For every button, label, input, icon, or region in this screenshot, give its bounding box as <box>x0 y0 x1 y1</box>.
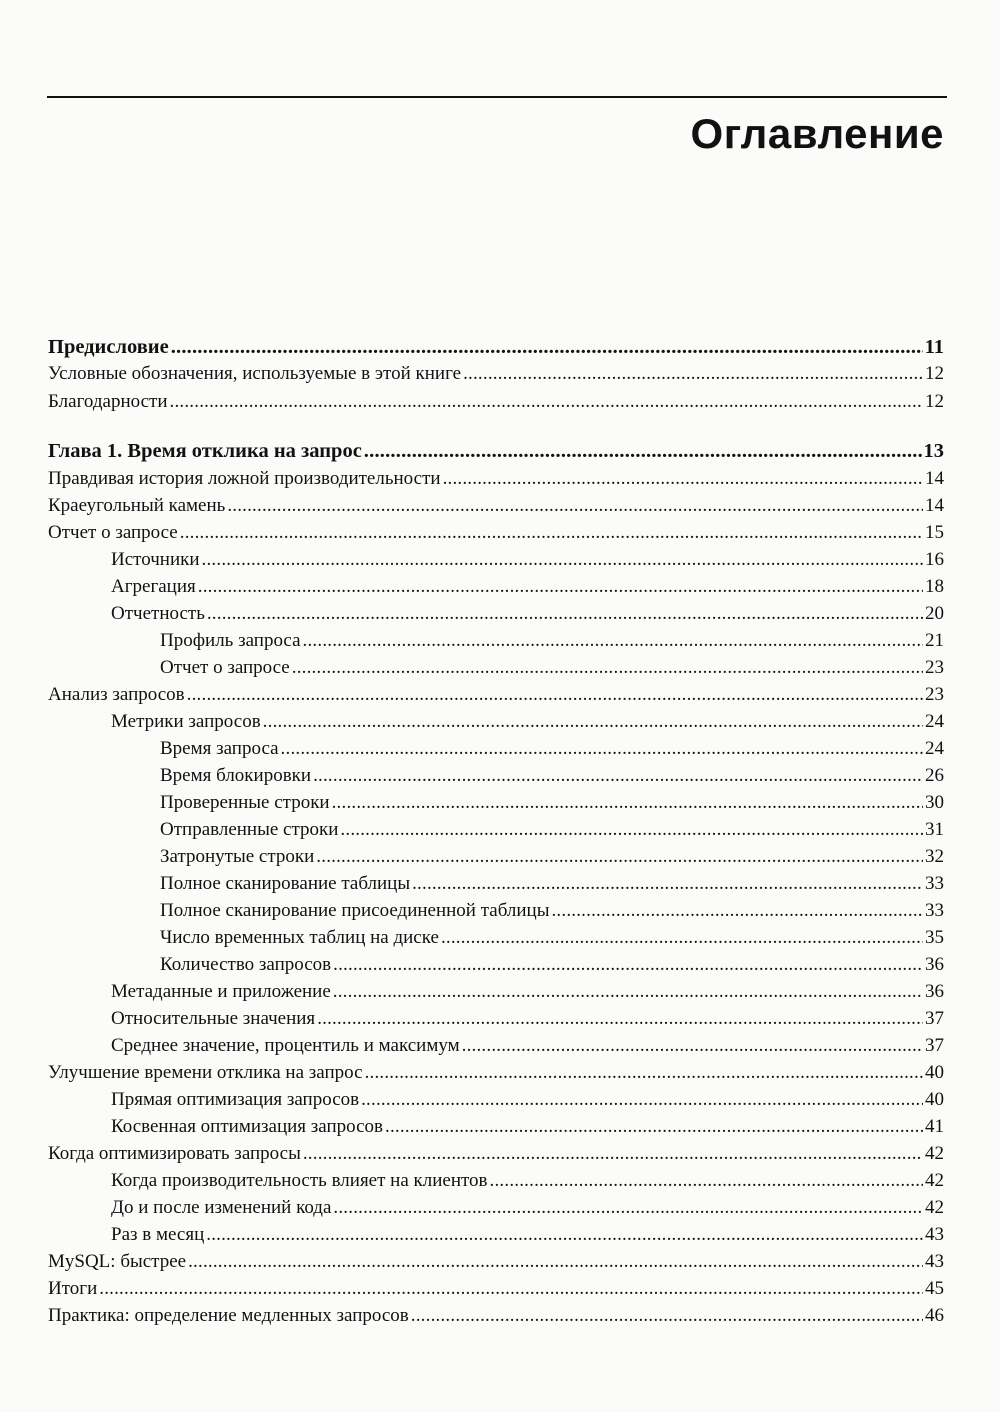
toc-entry-title: Проверенные строки <box>160 792 330 813</box>
toc-entry[interactable] <box>48 334 944 360</box>
dot-leader <box>263 709 923 735</box>
dot-leader <box>462 1033 923 1059</box>
dot-leader <box>227 493 923 519</box>
toc-entry-title: Предисловие <box>48 336 169 358</box>
toc-entry[interactable] <box>48 520 944 546</box>
toc-entry[interactable] <box>48 790 944 816</box>
dot-leader <box>364 438 922 464</box>
toc-entry[interactable] <box>48 1033 944 1059</box>
toc-page-number: 12 <box>925 391 944 412</box>
toc-entry-title: Среднее значение, процентиль и максимум <box>111 1035 460 1056</box>
toc-page-number: 45 <box>925 1278 944 1299</box>
dot-leader <box>292 655 923 681</box>
toc-entry-title: Отправленные строки <box>160 819 339 840</box>
toc-entry[interactable] <box>48 1060 944 1086</box>
dot-leader <box>412 871 923 897</box>
toc-entry-title: До и после изменений кода <box>111 1197 332 1218</box>
header-rule <box>47 96 947 98</box>
toc-entry-title: Правдивая история ложной производительности <box>48 468 441 489</box>
toc-entry[interactable] <box>48 466 944 492</box>
toc-page-number: 37 <box>925 1035 944 1056</box>
toc-page-number: 24 <box>925 711 944 732</box>
dot-leader <box>180 520 923 546</box>
dot-leader <box>187 682 923 708</box>
toc-page-number: 35 <box>925 927 944 948</box>
toc-page-number: 37 <box>925 1008 944 1029</box>
toc-page-number: 36 <box>925 981 944 1002</box>
toc-page-number: 42 <box>925 1170 944 1191</box>
toc-page-number: 12 <box>925 363 944 384</box>
dot-leader <box>281 736 923 762</box>
toc-page-number: 13 <box>923 440 944 462</box>
dot-leader <box>170 389 924 415</box>
dot-leader <box>206 1222 923 1248</box>
toc-page-number: 30 <box>925 792 944 813</box>
toc-page-number: 15 <box>925 522 944 543</box>
toc-entry-title: Отчет о запросе <box>160 657 290 678</box>
toc-page-number: 23 <box>925 657 944 678</box>
dot-leader <box>99 1276 923 1302</box>
toc-page-number: 14 <box>925 495 944 516</box>
toc-page-number: 42 <box>925 1197 944 1218</box>
toc-entry-title: Практика: определение медленных запросов <box>48 1305 409 1326</box>
dot-leader <box>463 361 923 387</box>
toc-entry[interactable] <box>48 547 944 573</box>
toc-entry[interactable] <box>48 1195 944 1221</box>
toc-entry[interactable] <box>48 1222 944 1248</box>
toc-entry[interactable] <box>48 1276 944 1302</box>
toc-entry-title: Косвенная оптимизация запросов <box>111 1116 384 1137</box>
toc-entry[interactable] <box>48 574 944 600</box>
toc-page-number: 40 <box>925 1062 944 1083</box>
dot-leader <box>333 952 923 978</box>
dot-leader <box>303 1141 923 1167</box>
toc-entry-title: Условные обозначения, используемые в этой книге <box>48 363 462 384</box>
dot-leader <box>333 1195 923 1221</box>
dot-leader <box>385 1114 923 1140</box>
toc-page-number: 46 <box>925 1305 944 1326</box>
toc-page-number: 31 <box>925 819 944 840</box>
toc-page-number: 20 <box>925 603 944 624</box>
toc-entry[interactable] <box>48 844 944 870</box>
toc-entry[interactable] <box>48 1249 944 1275</box>
toc-entry-title: Количество запросов <box>160 954 332 975</box>
dot-leader <box>361 1087 923 1113</box>
toc-entry-title: Метрики запросов <box>111 711 261 732</box>
toc-entry-title: Время блокировки <box>160 765 312 786</box>
toc-entry-title: Затронутые строки <box>160 846 315 867</box>
dot-leader <box>551 898 923 924</box>
toc-entry[interactable] <box>48 925 944 951</box>
toc-page-number: 14 <box>925 468 944 489</box>
toc-page-number: 16 <box>925 549 944 570</box>
toc-entry-title: Полное сканирование присоединенной таблицы <box>160 900 550 921</box>
toc-page-number: 26 <box>925 765 944 786</box>
toc-entry[interactable] <box>48 1114 944 1140</box>
toc-page-number: 18 <box>925 576 944 597</box>
toc-page-number: 32 <box>925 846 944 867</box>
toc-entry-title: Итоги <box>48 1278 98 1299</box>
toc-entry-title: Агрегация <box>111 576 196 597</box>
toc-page-number: 41 <box>925 1116 944 1137</box>
toc-entry[interactable] <box>48 817 944 843</box>
toc-page-number: 43 <box>925 1224 944 1245</box>
toc-entry-title: Прямая оптимизация запросов <box>111 1089 360 1110</box>
toc-entry-title: Глава 1. Время отклика на запрос <box>48 440 362 462</box>
toc-entry-title: Полное сканирование таблицы <box>160 873 411 894</box>
toc-entry[interactable] <box>48 898 944 924</box>
dot-leader <box>171 334 923 360</box>
dot-leader <box>340 817 923 843</box>
toc-page-number: 33 <box>925 873 944 894</box>
toc-entry-title: Источники <box>111 549 200 570</box>
toc-entry-title: Когда оптимизировать запросы <box>48 1143 301 1164</box>
toc-page-number: 21 <box>925 630 944 651</box>
toc-page-number: 23 <box>925 684 944 705</box>
dot-leader <box>188 1249 923 1275</box>
toc-page-number: 33 <box>925 900 944 921</box>
toc-page-number: 36 <box>925 954 944 975</box>
dot-leader <box>333 979 923 1005</box>
toc-page-number: 43 <box>925 1251 944 1272</box>
page-title: Оглавление <box>690 110 944 157</box>
toc-entry-title: Время запроса <box>160 738 279 759</box>
toc-entry[interactable] <box>48 682 944 708</box>
toc-entry[interactable] <box>48 389 944 415</box>
toc-entry-title: Благодарности <box>48 391 168 412</box>
toc-entry[interactable] <box>48 628 944 654</box>
toc-entry[interactable] <box>48 979 944 1005</box>
toc-entry[interactable] <box>48 601 944 627</box>
toc-entry-title: Метаданные и приложение <box>111 981 331 1002</box>
dot-leader <box>411 1303 923 1329</box>
dot-leader <box>198 574 923 600</box>
toc-page-number: 24 <box>925 738 944 759</box>
dot-leader <box>303 628 923 654</box>
dot-leader <box>207 601 923 627</box>
dot-leader <box>443 466 923 492</box>
toc-entry[interactable] <box>48 493 944 519</box>
toc-entry[interactable] <box>48 1006 944 1032</box>
toc-entry-title: Отчетность <box>111 603 205 624</box>
toc-entry-title: Относительные значения <box>111 1008 316 1029</box>
toc-page-number: 11 <box>924 336 944 358</box>
dot-leader <box>316 844 923 870</box>
toc-entry[interactable] <box>48 763 944 789</box>
toc-entry[interactable] <box>48 1087 944 1113</box>
toc-entry-title: MySQL: быстрее <box>48 1251 187 1272</box>
toc-entry[interactable] <box>48 709 944 735</box>
toc-entry-title: Отчет о запросе <box>48 522 178 543</box>
toc-entry[interactable] <box>48 1303 944 1329</box>
toc-entry[interactable] <box>48 952 944 978</box>
toc-entry[interactable] <box>48 361 944 387</box>
dot-leader <box>332 790 923 816</box>
toc-chapter-entry[interactable] <box>48 438 944 464</box>
dot-leader <box>317 1006 923 1032</box>
dot-leader <box>490 1168 923 1194</box>
toc-entry[interactable] <box>48 736 944 762</box>
toc-entry[interactable] <box>48 1168 944 1194</box>
toc-entry[interactable] <box>48 1141 944 1167</box>
toc-entry-title: Анализ запросов <box>48 684 185 705</box>
toc-entry-title: Краеугольный камень <box>48 495 226 516</box>
dot-leader <box>202 547 923 573</box>
toc-entry[interactable] <box>48 655 944 681</box>
dot-leader <box>313 763 923 789</box>
toc-entry-title: Улучшение времени отклика на запрос <box>48 1062 363 1083</box>
toc-entry-title: Профиль запроса <box>160 630 301 651</box>
dot-leader <box>365 1060 923 1086</box>
dot-leader <box>441 925 923 951</box>
toc-entry-title: Когда производительность влияет на клиентов <box>111 1170 488 1191</box>
toc-entry-title: Число временных таблиц на диске <box>160 927 439 948</box>
toc-entry[interactable] <box>48 871 944 897</box>
toc-entry-title: Раз в месяц <box>111 1224 205 1245</box>
toc-page-number: 40 <box>925 1089 944 1110</box>
toc-page-number: 42 <box>925 1143 944 1164</box>
